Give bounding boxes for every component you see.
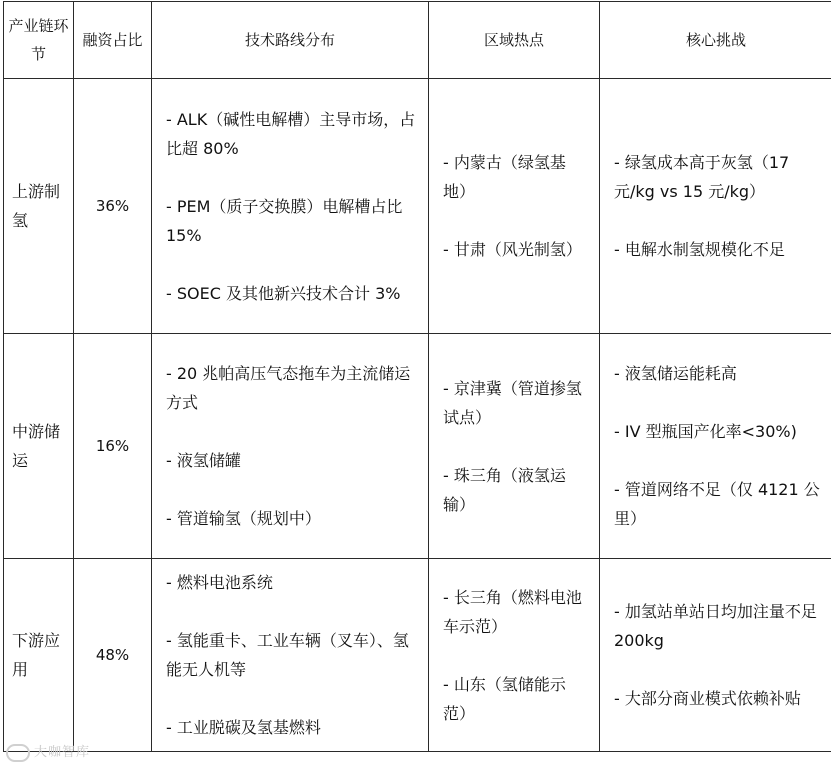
segment-cell: 中游储运 [4,334,74,559]
industry-chain-table [3,1,831,752]
funding-cell: 48% [74,559,152,752]
list-item: - 京津冀（管道掺氢试点） [443,378,582,427]
list-item: - 液氢储运能耗高 [614,364,737,383]
list-item: - IV 型瓶国产化率<30%) [614,422,797,441]
tech-cell [152,334,429,559]
header-tech: 技术路线分布 [152,2,429,79]
funding-cell: 36% [74,79,152,334]
list-item: - SOEC 及其他新兴技术合计 3% [166,283,401,303]
segment-cell: 下游应用 [4,559,74,752]
list-item: - 管道输氢（规划中） [166,509,321,528]
list-item: - 液氢储罐 [166,451,241,470]
list-item: - 大部分商业模式依赖补贴 [614,689,801,708]
header-region: 区域热点 [429,2,600,79]
region-cell [429,559,600,752]
challenge-cell [600,559,831,752]
region-cell [429,79,600,334]
list-item: - 珠三角（液氢运输） [443,465,566,514]
list-item: - 燃料电池系统 [166,573,273,592]
list-item: - 氢能重卡、工业车辆（叉车）、氢能无人机等 [166,631,409,679]
table-row [4,559,831,752]
list-item: - 甘肃（风光制氢） [443,240,582,259]
header-challenge: 核心挑战 [600,2,831,79]
list-item: - 管道网络不足（仅 4121 公里） [614,480,820,528]
table-row [4,334,831,559]
header-funding: 融资占比 [74,2,152,79]
list-item: - 内蒙古（绿氢基地） [443,153,566,201]
table-row [4,79,831,334]
watermark-logo-icon [6,744,30,762]
list-item: - 长三角（燃料电池车示范） [443,587,582,636]
list-item: - 绿氢成本高于灰氢（17 元/kg vs 15 元/kg） [614,153,790,201]
header-row [4,2,831,79]
list-item: - ALK（碱性电解槽）主导市场，占比超 80% [166,109,416,158]
tech-cell [152,559,429,752]
list-item: - PEM（质子交换膜）电解槽占比 15% [166,196,403,245]
challenge-cell [600,334,831,559]
watermark: 大咖智库 [6,741,90,762]
list-item: - 工业脱碳及氢基燃料 [166,718,321,737]
challenge-cell [600,79,831,334]
list-item: - 加氢站单站日均加注量不足 200kg [614,602,817,650]
list-item: - 电解水制氢规模化不足 [614,240,785,259]
region-cell [429,334,600,559]
segment-cell: 上游制氢 [4,79,74,334]
header-segment: 产业链环节 [4,2,74,79]
list-item: - 20 兆帕高压气态拖车为主流储运方式 [166,364,411,412]
list-item: - 山东（氢储能示范） [443,674,566,723]
tech-cell [152,79,429,334]
funding-cell: 16% [74,334,152,559]
